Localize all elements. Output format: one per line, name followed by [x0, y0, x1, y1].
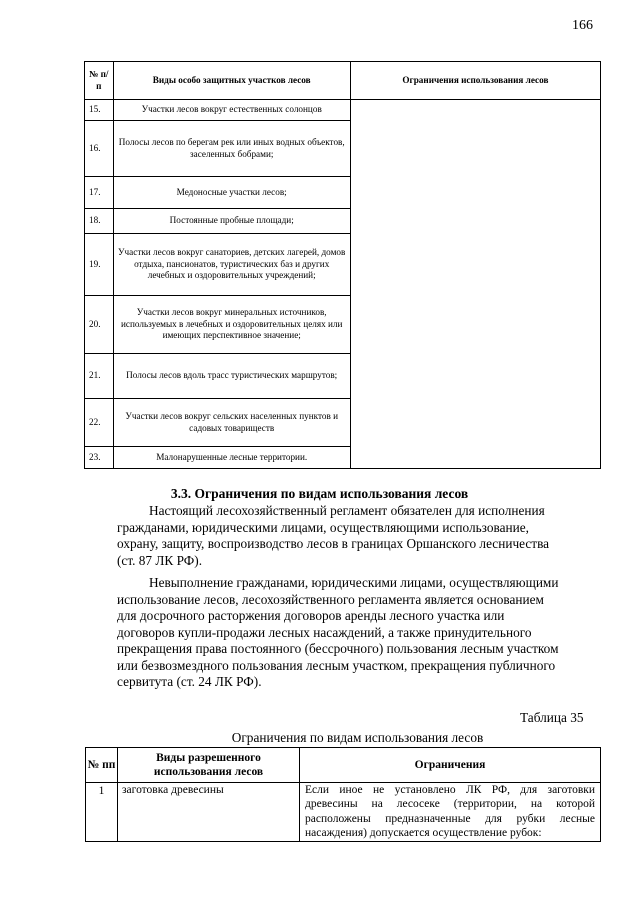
table-row: [86, 783, 601, 842]
table-header-row: [85, 62, 601, 100]
row-name: Участки лесов вокруг естественных солонцов: [113, 100, 350, 121]
text-line: договоров купли-продажи лесных насаждений, а также принудительного: [117, 624, 532, 640]
section-title: 3.3. Ограничения по видам использования лесов: [170, 486, 469, 501]
row-num: 18.: [85, 209, 114, 234]
table-header-row: [86, 748, 601, 783]
text-line: Невыполнение гражданами, юридическими лицами, осуществляющими: [149, 575, 559, 590]
row-num: 17.: [85, 177, 114, 209]
row-num: 1: [86, 783, 118, 842]
text-line: гражданами, юридическими лицами, осуществляющими использование,: [117, 519, 529, 535]
header-type: Виды особо защитных участков лесов: [113, 62, 350, 100]
text-line: прекращения права постоянного (бессрочного) пользования лесным участком: [117, 641, 559, 656]
row-type: заготовка древесины: [118, 783, 300, 842]
row-num: 19.: [85, 234, 114, 296]
header-num: № пп: [86, 748, 118, 783]
paragraph-2: [117, 575, 598, 691]
table-row: [85, 100, 601, 121]
row-num: 16.: [85, 121, 114, 177]
paragraph-1: [117, 503, 598, 569]
row-name: Участки лесов вокруг минеральных источников, используемых в лечебных и оздоровительных целях или имеющих перспективное значение;: [113, 296, 350, 354]
row-name: Медоносные участки лесов;: [113, 177, 350, 209]
table-caption: Ограничения по видам использования лесов: [231, 730, 484, 745]
row-name: Постоянные пробные площади;: [113, 209, 350, 234]
text-line: охрану, защиту, воспроизводство лесов в границах Оршанского лесничества: [117, 536, 550, 551]
row-name: Полосы лесов вдоль трасс туристических маршрутов;: [113, 354, 350, 399]
text-line: для досрочного расторжения договоров аренды лесного участка или: [117, 608, 505, 623]
row-num: 22.: [85, 399, 114, 447]
usage-restrictions-table: [85, 747, 601, 842]
text-line: сервитута (ст. 24 ЛК РФ).: [117, 674, 262, 689]
row-restriction: Если иное не установлено ЛК РФ, для заготовки древесины на лесосеке (территории, на которой расположены предназначенные для рубки лесные насаждения) допускается осуществление рубок:: [300, 783, 601, 842]
text-line: Настоящий лесохозяйственный регламент обязателен для исполнения: [149, 503, 545, 518]
text-line: или безвозмездного пользования лесным участком, прекращения публичного: [117, 657, 556, 673]
row-name: Участки лесов вокруг санаториев, детских лагерей, домов отдыха, пансионатов, туристических баз и других лечебных и оздоровительных учреждений;: [113, 234, 350, 296]
text-line: использование лесов, лесохозяйственного регламента является основанием: [117, 591, 544, 607]
table-label: Таблица 35: [520, 710, 584, 725]
header-type: Виды разрешенного использования лесов: [118, 748, 300, 783]
page-number: 166: [572, 18, 593, 33]
text-line: (ст. 87 ЛК РФ).: [117, 552, 203, 568]
row-name: Участки лесов вокруг сельских населенных пунктов и садовых товариществ: [113, 399, 350, 447]
row-num: 15.: [85, 100, 114, 121]
header-restrictions: Ограничения использования лесов: [350, 62, 600, 100]
header-num: № п/п: [85, 62, 114, 100]
row-name: Полосы лесов по берегам рек или иных водных объектов, заселенных бобрами;: [113, 121, 350, 177]
row-name: Малонарушенные лесные территории.: [113, 447, 350, 469]
header-restrictions: Ограничения: [300, 748, 601, 783]
restrictions-cell: [350, 100, 600, 469]
row-num: 21.: [85, 354, 114, 399]
row-num: 20.: [85, 296, 114, 354]
protective-areas-table: [84, 61, 601, 469]
row-num: 23.: [85, 447, 114, 469]
